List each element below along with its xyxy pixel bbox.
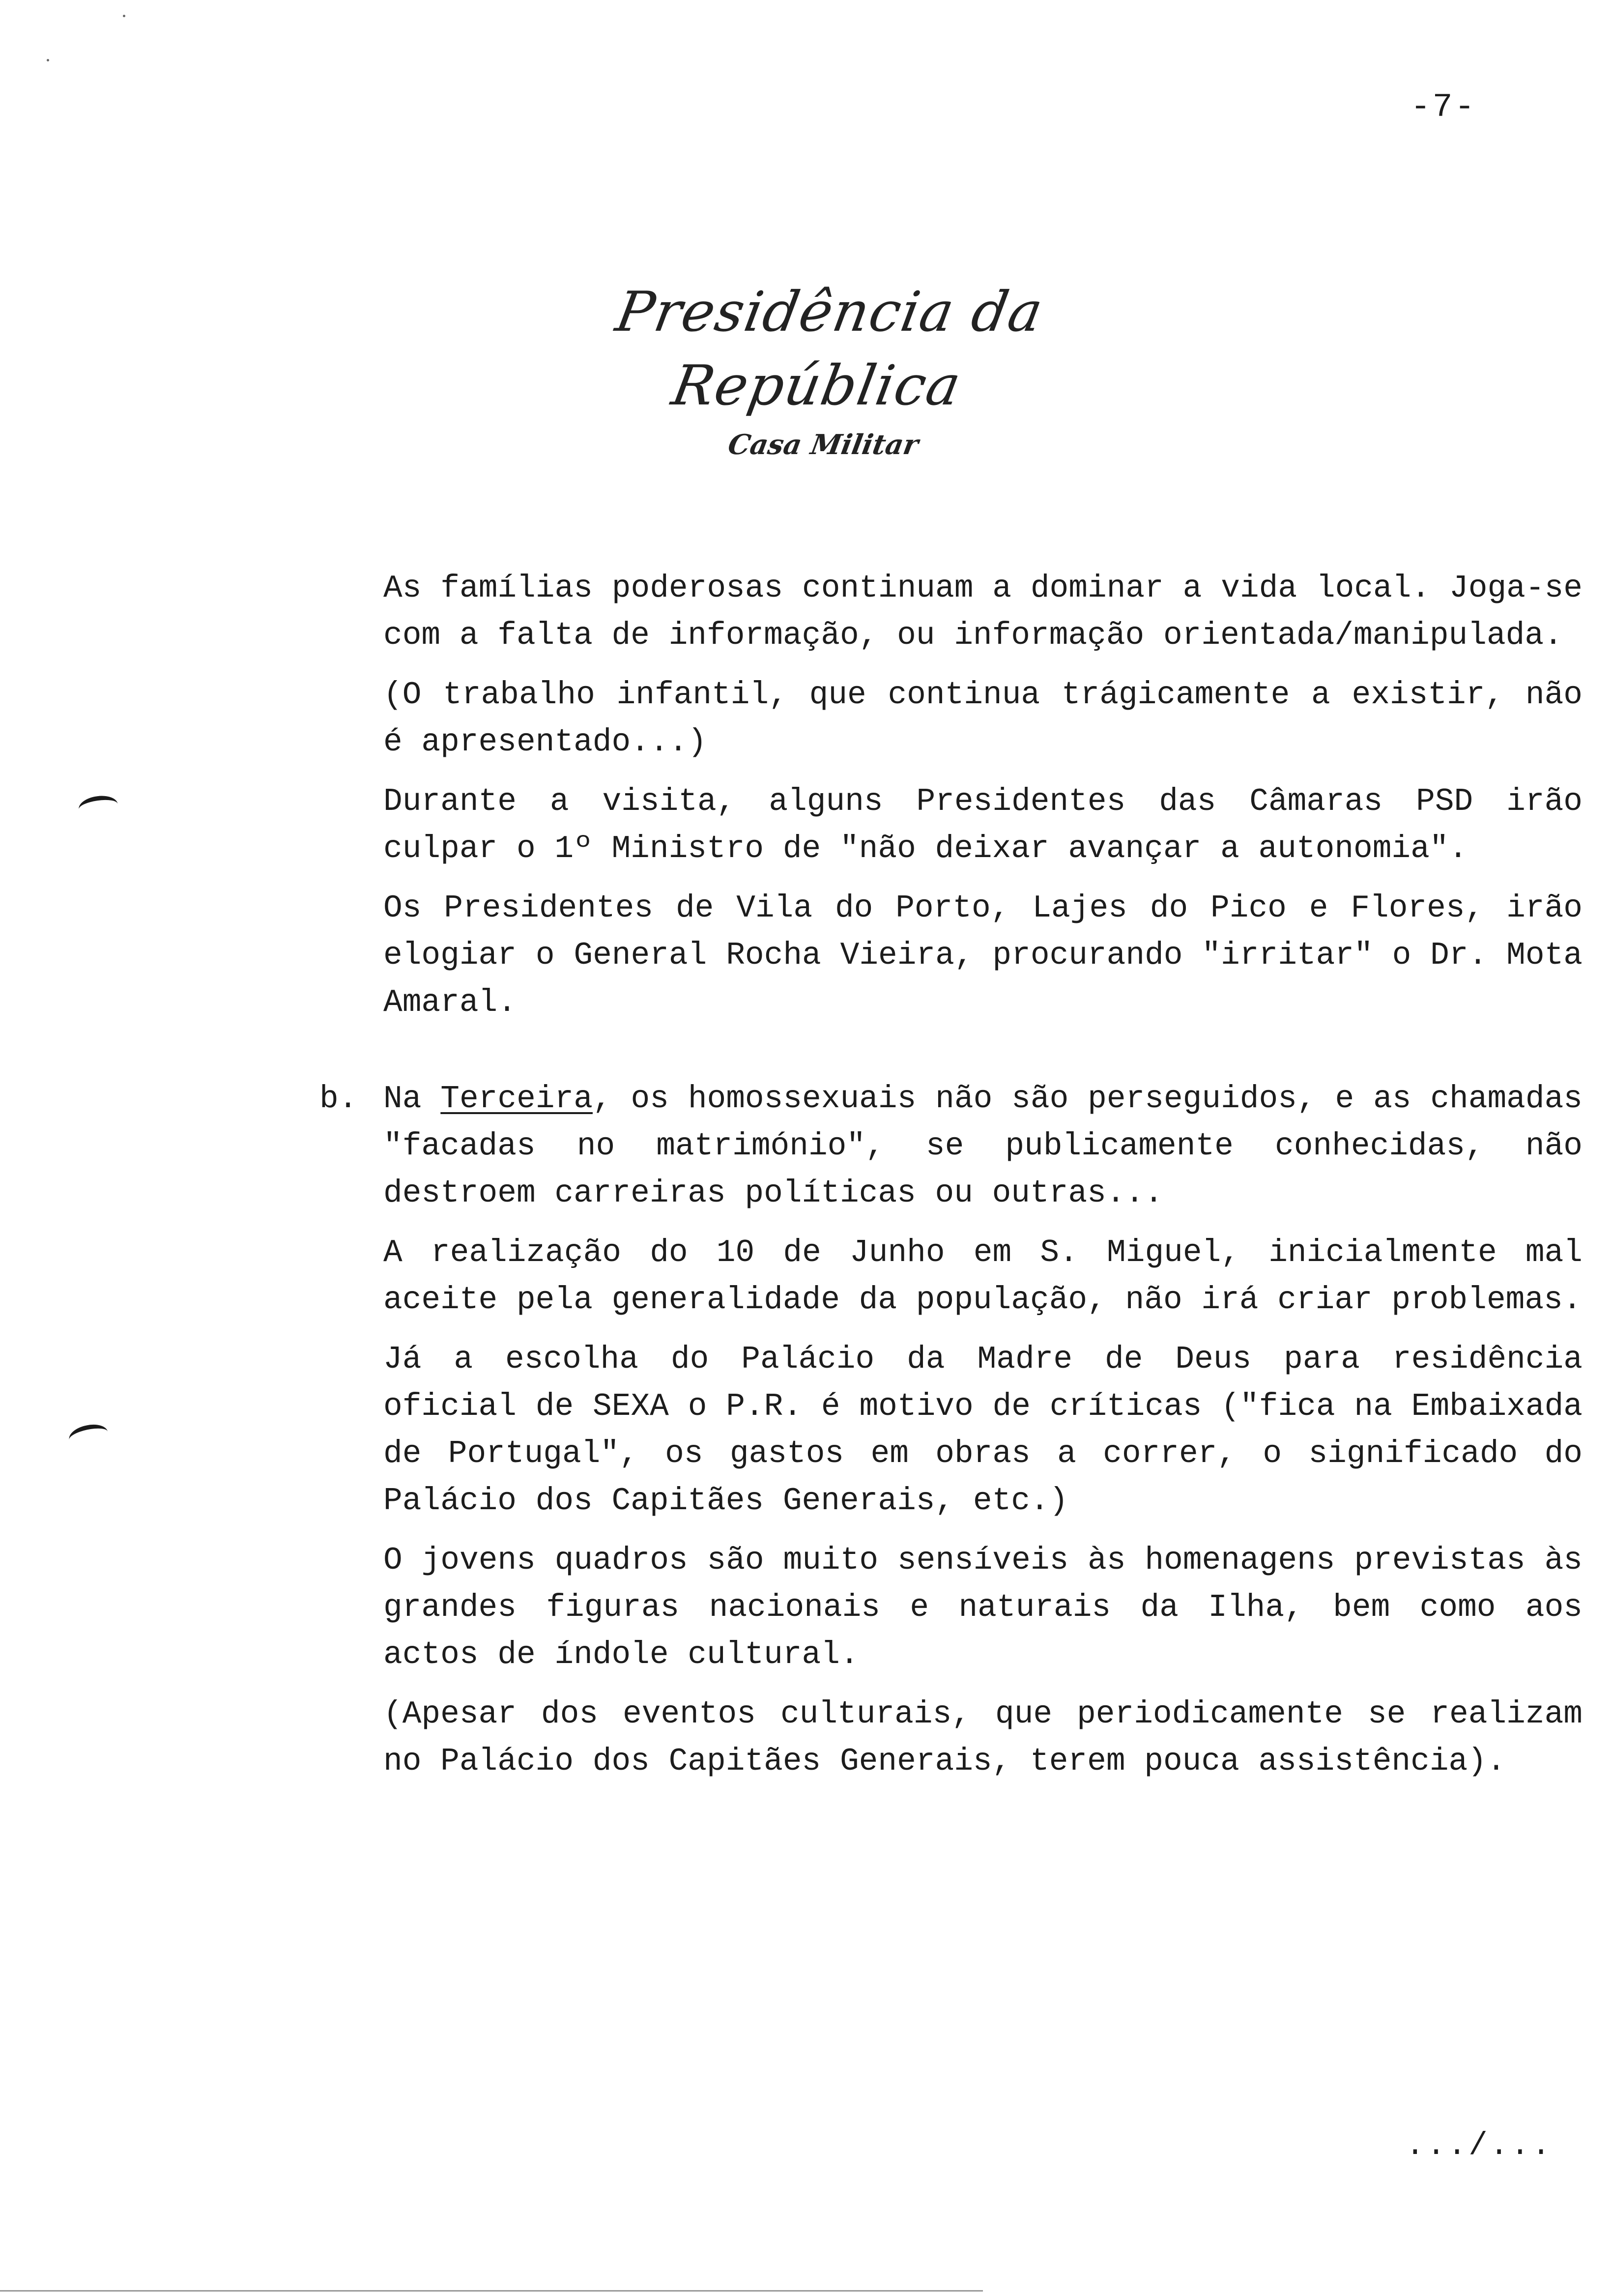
paragraph: A realização do 10 de Junho em S. Miguel, inicialmente mal aceite pela generalidade da população, não irá criar problemas. [383, 1235, 1583, 1318]
section-b [319, 1076, 1583, 1785]
paragraph: Durante a visita, alguns Presidentes das Câmaras PSD irão culpar o 1º Ministro de "não deixar avançar a autonomia". [383, 784, 1583, 867]
paragraph: As famílias poderosas continuam a dominar a vida local. Joga-se com a falta de informação, ou informação orientada/manipulada. [383, 571, 1583, 654]
paragraph: O jovens quadros são muito sensíveis às homenagens previstas às grandes figuras nacionais e naturais da Ilha, bem como aos actos de índole cultural. [383, 1543, 1583, 1673]
paragraph: Os Presidentes de Vila do Porto, Lajes do Pico e Flores, irão elogiar o General Rocha Vieira, procurando "irritar" o Dr. Mota Amaral. [383, 890, 1583, 1021]
paragraph-rest: , os homossexuais não são perseguidos, e as chamadas "facadas no matrimónio", se publicamente conhecidas, não destroem carreiras políticas ou outras... [383, 1081, 1583, 1211]
scan-speck [123, 15, 125, 17]
letterhead [531, 275, 1116, 462]
scan-edge-line [0, 2290, 983, 2292]
margin-pen-mark [67, 1421, 110, 1450]
paragraph: Já a escolha do Palácio da Madre de Deus para residência oficial de SEXA o P.R. é motivo de críticas ("fica na Embaixada de Portugal", os gastos em obras a correr, o significado do Palácio dos Capitães Generais, etc.) [383, 1342, 1583, 1519]
continuation-mark: .../... [1406, 2128, 1553, 2164]
paragraph-prefix: Na [383, 1081, 441, 1117]
margin-pen-mark [77, 794, 119, 820]
letterhead-subtitle: Casa Militar [725, 429, 921, 461]
letterhead-title: Presidência da República [611, 280, 1048, 418]
paragraph: (O trabalho infantil, que continua trágicamente a existir, não é apresentado...) [383, 677, 1583, 760]
section-marker: b. [319, 1081, 358, 1117]
page-number: -7- [1410, 88, 1477, 126]
scan-speck [47, 59, 49, 61]
document-body [319, 565, 1583, 1798]
underlined-place-name: Terceira [440, 1081, 593, 1117]
paragraph [383, 1076, 1583, 1217]
paragraph: (Apesar dos eventos culturais, que periodicamente se realizam no Palácio dos Capitães Generais, terem pouca assistência). [383, 1696, 1583, 1779]
